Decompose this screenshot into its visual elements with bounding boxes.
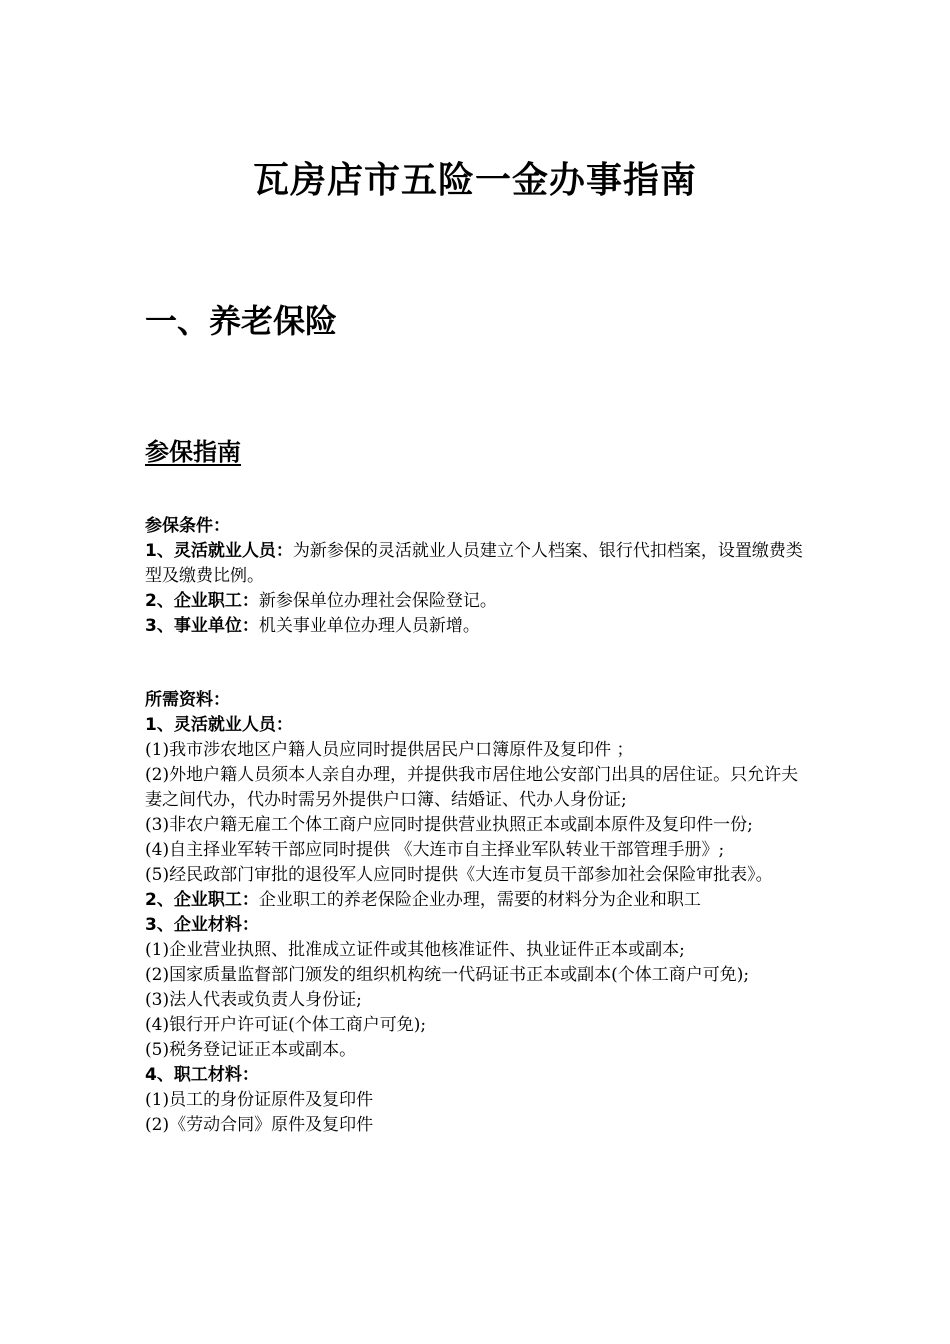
condition-item xyxy=(145,589,813,614)
materials-heading: 所需资料： xyxy=(145,690,230,710)
staff-heading: 4、职工材料： xyxy=(145,1065,259,1085)
material-item: (1)企业营业执照、批准成立证件或其他核准证件、执业证件正本或副本; xyxy=(145,940,685,960)
material-item: (2)《劳动合同》原件及复印件 xyxy=(145,1115,374,1135)
subsection-title: 参保指南 xyxy=(145,438,241,466)
condition-item xyxy=(145,539,813,589)
material-item: (2)国家质量监督部门颁发的组织机构统一代码证书正本或副本(个体工商户可免); xyxy=(145,965,750,985)
material-item: (2)外地户籍人员须本人亲自办理，并提供我市居住地公安部门出具的居住证。只允许夫妻之间代办，代办时需另外提供户口簿、结婚证、代办人身份证; xyxy=(145,765,799,810)
material-item: (4)自主择业军转干部应同时提供 《大连市自主择业军队转业干部管理手册》; xyxy=(145,840,725,860)
condition-item xyxy=(145,614,813,639)
flexible-heading: 1、灵活就业人员： xyxy=(145,715,293,735)
material-item: (4)银行开户许可证(个体工商户可免); xyxy=(145,1015,427,1035)
conditions-heading: 参保条件： xyxy=(145,516,230,536)
section-title: 一、养老保险 xyxy=(145,302,338,340)
employee-line xyxy=(145,888,813,913)
document-title: 瓦房店市五险一金办事指南 xyxy=(252,159,697,201)
employee-label: 2、企业职工： xyxy=(145,890,259,910)
material-item: (5)经民政部门审批的退役军人应同时提供《大连市复员干部参加社会保险审批表》。 xyxy=(145,865,773,885)
material-item: (3)法人代表或负责人身份证; xyxy=(145,990,362,1010)
condition-label: 1、灵活就业人员： xyxy=(145,541,293,561)
materials-block xyxy=(145,688,813,1138)
enterprise-heading: 3、企业材料： xyxy=(145,915,259,935)
material-item: (1)员工的身份证原件及复印件 xyxy=(145,1090,374,1110)
conditions-block xyxy=(145,514,813,639)
material-item: (3)非农户籍无雇工个体工商户应同时提供营业执照正本或副本原件及复印件一份; xyxy=(145,815,753,835)
material-item: (5)税务登记证正本或副本。 xyxy=(145,1040,357,1060)
condition-label: 2、企业职工： xyxy=(145,591,259,611)
condition-text: 为新参保的灵活就业人员建立个人档案、银行代扣档案，设置缴费类型及缴费比例。 xyxy=(145,541,803,586)
condition-label: 3、事业单位： xyxy=(145,616,259,636)
condition-text: 新参保单位办理社会保险登记。 xyxy=(258,591,497,611)
material-item: (1)我市涉农地区户籍人员应同时提供居民户口簿原件及复印件 ； xyxy=(145,740,634,760)
employee-text: 企业职工的养老保险企业办理，需要的材料分为企业和职工 xyxy=(258,890,701,910)
condition-text: 机关事业单位办理人员新增。 xyxy=(258,616,480,636)
